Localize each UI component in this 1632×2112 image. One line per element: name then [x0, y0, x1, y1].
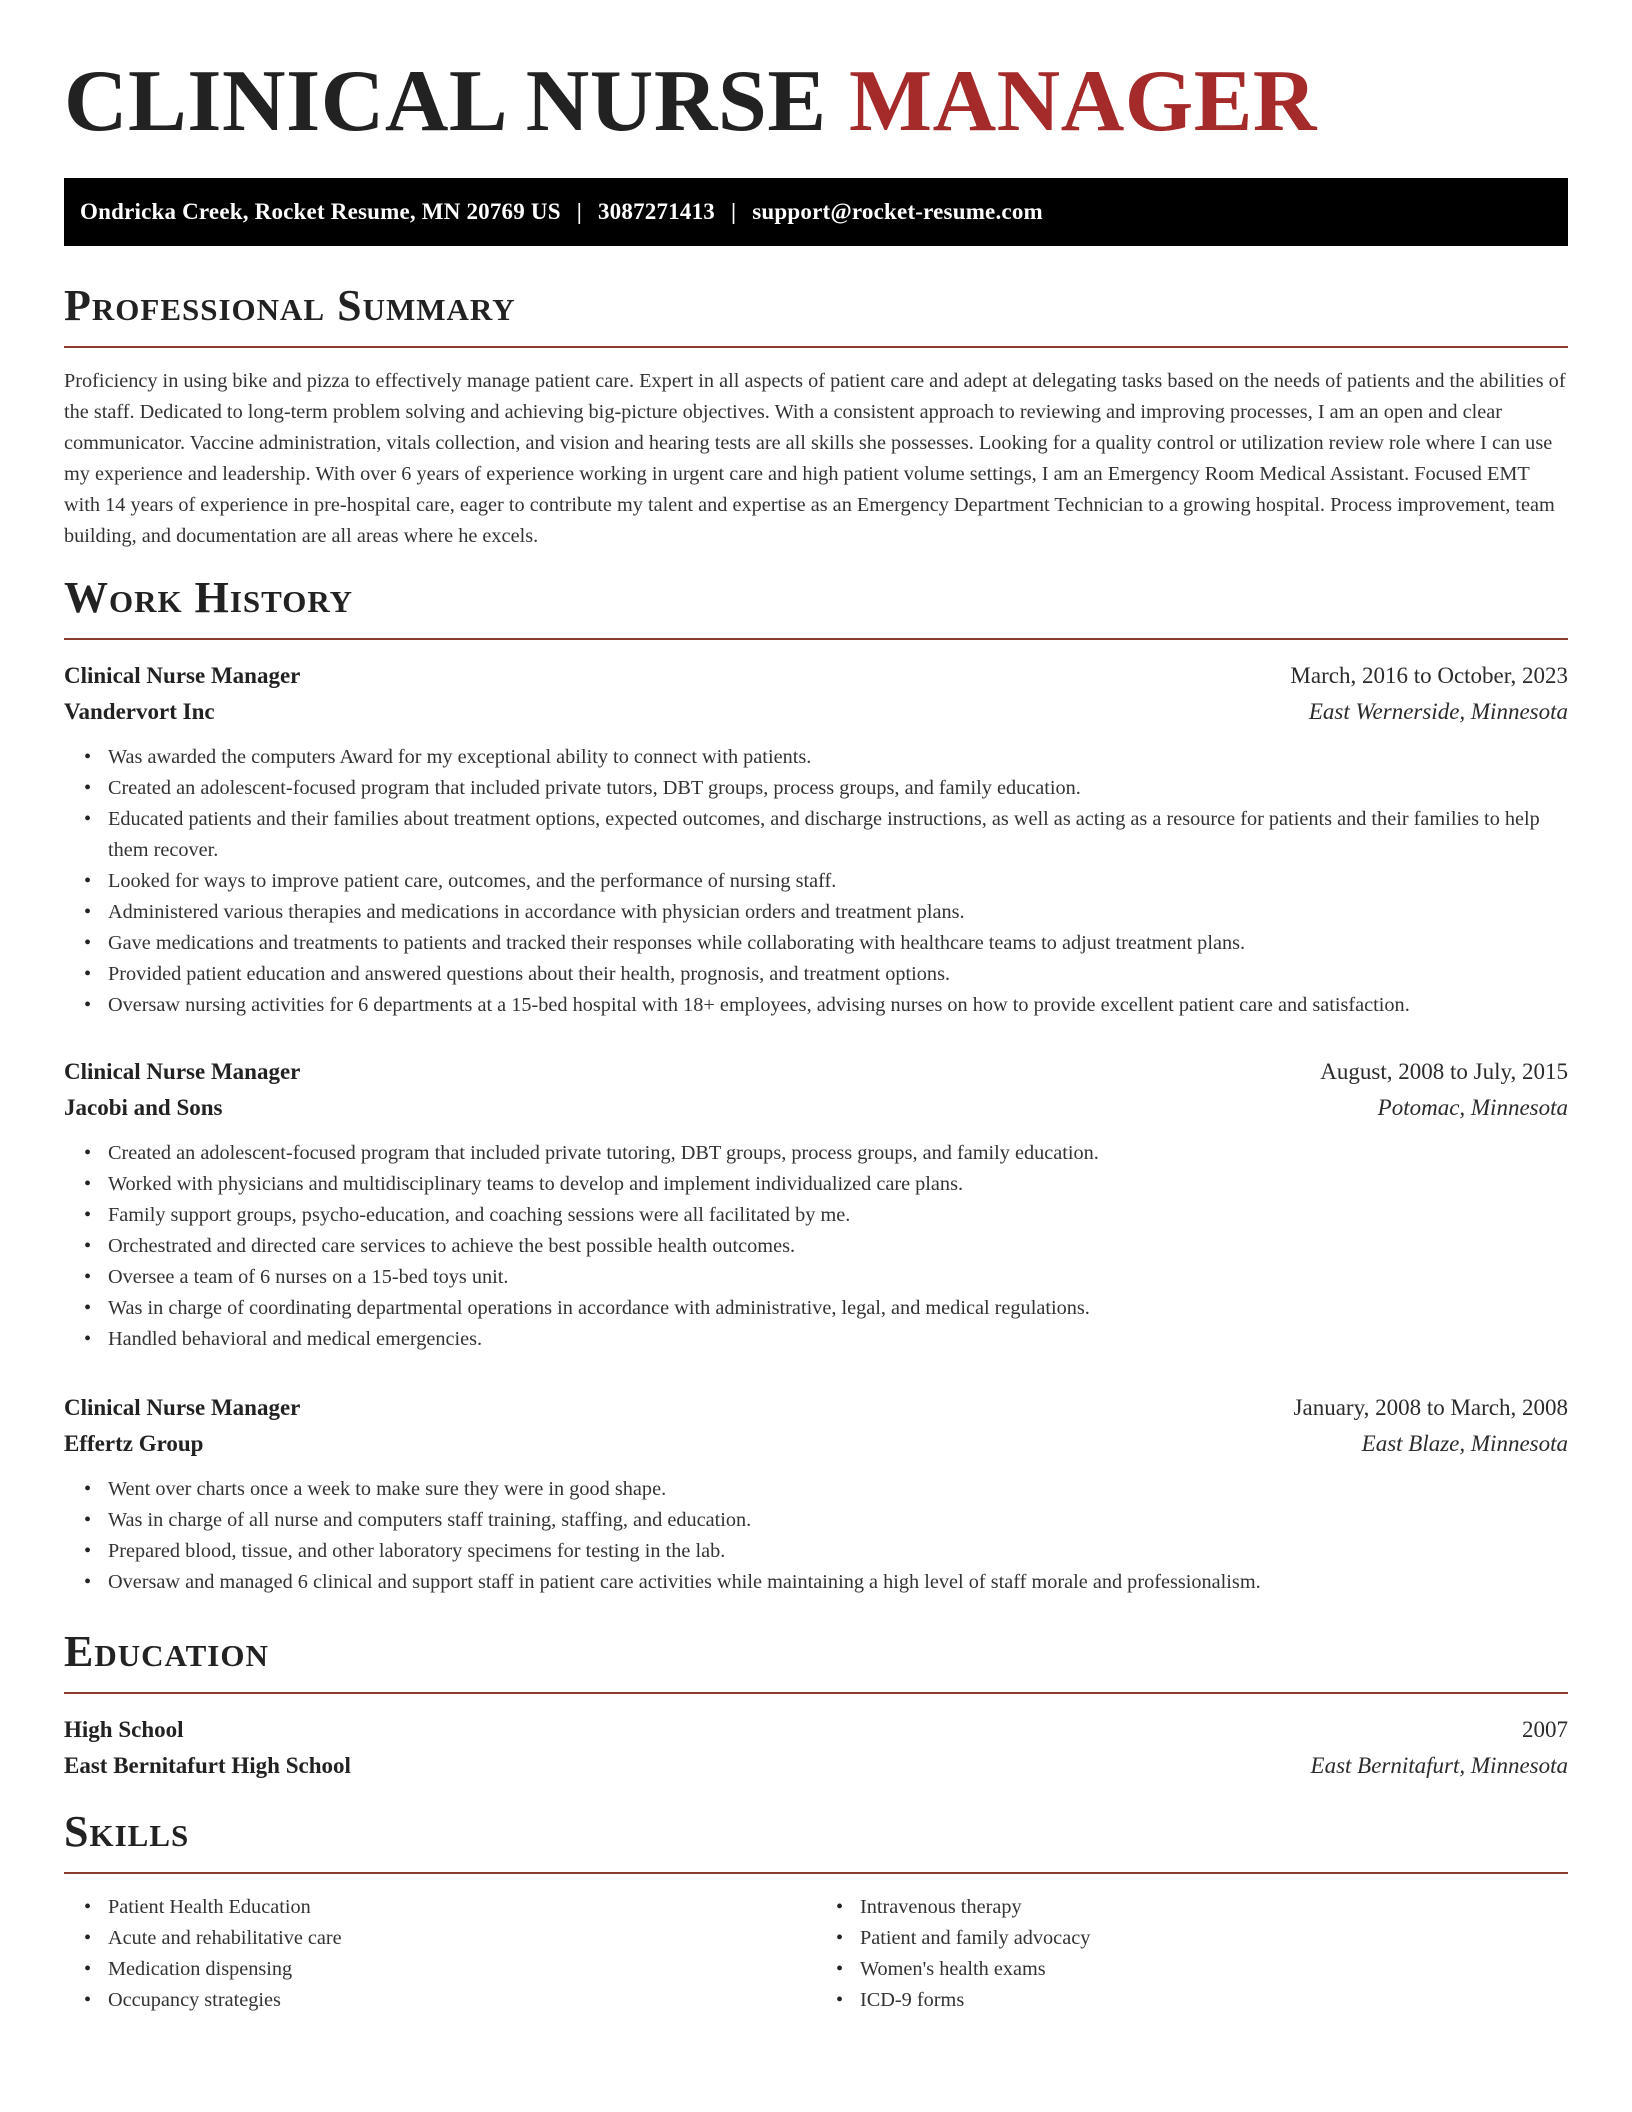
job-subheader: [64, 694, 1568, 730]
education-location: East Bernitafurt, Minnesota: [1310, 1753, 1568, 1778]
job-bullet: • Created an adolescent-focused program that included private tutors, DBT groups, process groups, and family education.: [108, 773, 1568, 804]
skills-heading: Skills: [64, 1807, 190, 1856]
job-bullet-list: [64, 1474, 1568, 1598]
job-location: East Blaze, Minnesota: [1361, 1431, 1568, 1456]
job-bullet: • Oversaw and managed 6 clinical and support staff in patient care activities while maintaining a high level of staff morale and professionalism.: [108, 1567, 1568, 1598]
job-title: Clinical Nurse Manager: [64, 1395, 301, 1420]
resume-name-heading: [64, 0, 1568, 152]
contact-address: Ondricka Creek, Rocket Resume, MN 20769 US: [80, 199, 561, 224]
section-divider: [64, 1692, 1568, 1694]
job-bullet-list: [64, 742, 1568, 1021]
job-header: [64, 658, 1568, 694]
summary-heading: Professional Summary: [64, 281, 516, 330]
education-section: [64, 1626, 1568, 1784]
job-subheader: [64, 1426, 1568, 1462]
job-bullet: • Handled behavioral and medical emergencies.: [108, 1324, 1568, 1355]
job-title: Clinical Nurse Manager: [64, 663, 301, 688]
contact-phone: 3087271413: [597, 199, 715, 224]
contact-email: support@rocket-resume.com: [752, 199, 1043, 224]
job-bullet: • Gave medications and treatments to patients and tracked their responses while collaborating with healthcare teams to adjust treatment plans.: [108, 928, 1568, 959]
education-heading: Education: [64, 1627, 269, 1676]
job-company: Vandervort Inc: [64, 699, 215, 724]
contact-separator: |: [576, 199, 582, 224]
job-dates: March, 2016 to October, 2023: [1290, 663, 1568, 688]
job-dates: January, 2008 to March, 2008: [1293, 1395, 1568, 1420]
job-bullet-list: [64, 1138, 1568, 1355]
job-bullet: • Prepared blood, tissue, and other laboratory specimens for testing in the lab.: [108, 1536, 1568, 1567]
contact-bar: [64, 178, 1568, 246]
section-divider: [64, 638, 1568, 640]
job-dates: August, 2008 to July, 2015: [1320, 1059, 1568, 1084]
summary-text: Proficiency in using bike and pizza to effectively manage patient care. Expert in all aspects of patient care and adept at delegating tasks based on the needs of patients and the abilities of the staff. Dedicated to long-term problem solving and achieving big-picture objectives. With a consistent approach to reviewing and improving processes, I am an open and clear communicator. Vaccine administration, vitals collection, and vision and hearing tests are all skills she possesses. Looking for a quality control or utilization review role where I can use my experience and leadership. With over 6 years of experience working in urgent care and high patient volume settings, I am an Emergency Room Medical Assistant. Focused EMT with 14 years of experience in pre-hospital care, eager to contribute my talent and expertise as an Emergency Department Technician to a growing hospital. Process improvement, team building, and documentation are all areas where he excels.: [64, 370, 1566, 547]
skills-list-left: [64, 1892, 816, 2016]
job-bullet: • Went over charts once a week to make sure they were in good shape.: [108, 1474, 1568, 1505]
job-bullet: • Was awarded the computers Award for my exceptional ability to connect with patients.: [108, 742, 1568, 773]
section-divider: [64, 346, 1568, 348]
job-header: [64, 1054, 1568, 1090]
name-primary: CLINICAL NURSE: [64, 53, 827, 150]
skill-item: • ICD-9 forms: [860, 1985, 1568, 2016]
job-location: Potomac, Minnesota: [1377, 1095, 1568, 1120]
work-history-heading: Work History: [64, 573, 354, 622]
job-entry: [64, 658, 1568, 1021]
job-bullet: • Was in charge of coordinating departmental operations in accordance with administrative, legal, and medical regulations.: [108, 1293, 1568, 1324]
skill-item: • Occupancy strategies: [108, 1985, 816, 2016]
job-company: Jacobi and Sons: [64, 1095, 223, 1120]
section-divider: [64, 1872, 1568, 1874]
job-header: [64, 1390, 1568, 1426]
skills-grid: [64, 1892, 1568, 2016]
job-bullet: • Looked for ways to improve patient care, outcomes, and the performance of nursing staff.: [108, 866, 1568, 897]
contact-separator: |: [730, 199, 737, 224]
job-subheader: [64, 1090, 1568, 1126]
education-header: [64, 1712, 1568, 1748]
job-bullet: • Was in charge of all nurse and computers staff training, staffing, and education.: [108, 1505, 1568, 1536]
job-company: Effertz Group: [64, 1431, 204, 1456]
job-location: East Wernerside, Minnesota: [1308, 699, 1568, 724]
job-bullet: • Created an adolescent-focused program that included private tutoring, DBT groups, process groups, and family education.: [108, 1138, 1568, 1169]
work-history-section: [64, 572, 1568, 640]
skills-list-right: [816, 1892, 1568, 2016]
skill-item: • Intravenous therapy: [860, 1892, 1568, 1923]
skill-item: • Patient Health Education: [108, 1892, 816, 1923]
job-bullet: • Worked with physicians and multidisciplinary teams to develop and implement individualized care plans.: [108, 1169, 1568, 1200]
job-bullet: • Oversee a team of 6 nurses on a 15-bed toys unit.: [108, 1262, 1568, 1293]
education-school: East Bernitafurt High School: [64, 1753, 351, 1778]
skill-item: • Patient and family advocacy: [860, 1923, 1568, 1954]
job-bullet: • Oversaw nursing activities for 6 departments at a 15-bed hospital with 18+ employees, advising nurses on how to provide excellent patient care and satisfaction.: [108, 990, 1568, 1021]
education-degree: High School: [64, 1717, 184, 1742]
job-bullet: • Orchestrated and directed care services to achieve the best possible health outcomes.: [108, 1231, 1568, 1262]
summary-section: [64, 280, 1568, 552]
skill-item: • Women's health exams: [860, 1954, 1568, 1985]
skills-section: [64, 1806, 1568, 2016]
job-bullet: • Administered various therapies and medications in accordance with physician orders and treatment plans.: [108, 897, 1568, 928]
name-accent: MANAGER: [849, 53, 1317, 150]
job-entry: [64, 1390, 1568, 1598]
skill-item: • Medication dispensing: [108, 1954, 816, 1985]
job-bullet: • Provided patient education and answered questions about their health, prognosis, and treatment options.: [108, 959, 1568, 990]
job-bullet: • Educated patients and their families about treatment options, expected outcomes, and discharge instructions, as well as acting as a resource for patients and their families to help them recover.: [108, 804, 1568, 866]
skill-item: • Acute and rehabilitative care: [108, 1923, 816, 1954]
education-year: 2007: [1522, 1717, 1568, 1742]
job-title: Clinical Nurse Manager: [64, 1059, 301, 1084]
education-subheader: [64, 1748, 1568, 1784]
job-entry: [64, 1054, 1568, 1355]
job-bullet: • Family support groups, psycho-education, and coaching sessions were all facilitated by me.: [108, 1200, 1568, 1231]
